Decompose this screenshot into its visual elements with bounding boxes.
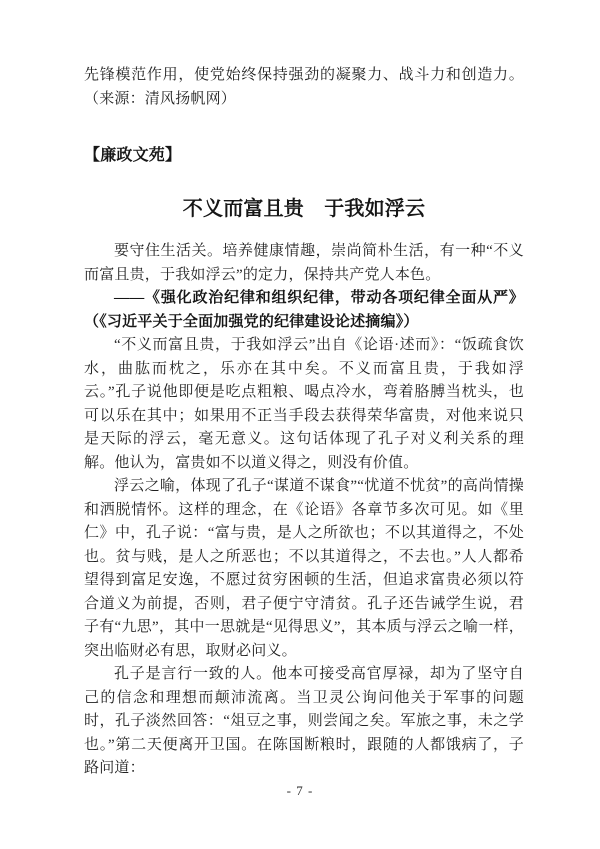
- paragraph-confucius-deeds: 孔子是言行一致的人。他本可接受高官厚禄，却为了坚守自己的信念和理想而颠沛流离。当卫灵公询问他关于军事的问题时，孔子淡然回答：“俎豆之事，则尝闻之矣。军旅之事，未之学也。”第二天便离开卫国。在陈国断粮时，跟随的人都饿病了，子路问道：: [84, 666, 524, 776]
- article-title: 不义而富且贵 于我如浮云: [182, 198, 426, 220]
- page-number: - 7 -: [286, 783, 314, 798]
- continued-paragraph: 先锋模范作用，使党始终保持强劲的凝聚力、战斗力和创造力。（来源：清风扬帆网）: [84, 67, 524, 107]
- article-body: [84, 240, 524, 781]
- section-header: 【廉政文苑】: [84, 147, 182, 164]
- page-content: [84, 64, 524, 781]
- paragraph-analects-quote: “不义而富且贵，于我如浮云”出自《论语·述而》：“饭疏食饮水，曲肱而枕之，乐亦在其中矣。不义而富且贵，于我如浮云。”孔子说他即便是吃点粗粮、喝点冷水，弯着胳膊当枕头，也可以乐在其中；如果用不正当手段去获得荣华富贵，对他来说只是天际的浮云，毫无意义。这句话体现了孔子对义利关系的理解。他认为，富贵如不以道义得之，则没有价值。: [84, 337, 524, 471]
- paragraph-citation: ——《强化政治纪律和组织纪律，带动各项纪律全面从严》（《习近平关于全面加强党的纪律建设论述摘编》）: [84, 290, 524, 330]
- paragraph-floating-cloud: 浮云之喻，体现了孔子“谋道不谋食”“忧道不忧贫”的高尚情操和洒脱情怀。这样的理念，在《论语》各章节多次可见。如《里仁》中，孔子说：“富与贵，是人之所欲也；不以其道得之，不处也。贫与贱，是人之所恶也；不以其道得之，不去也。”人人都希望得到富足安逸，不愿过贫穷困顿的生活，但追求富贵必须以符合道义为前提，否则，君子便宁守清贫。孔子还告诫学生说，君子有“九思”，其中一思就是“见得思义”，其本质与浮云之喻一样，突出临财必有思，取财必问义。: [84, 478, 524, 659]
- paragraph-intro: 要守住生活关。培养健康情趣，崇尚简朴生活，有一种“不义而富且贵，于我如浮云”的定力，保持共产党人本色。: [84, 243, 524, 283]
